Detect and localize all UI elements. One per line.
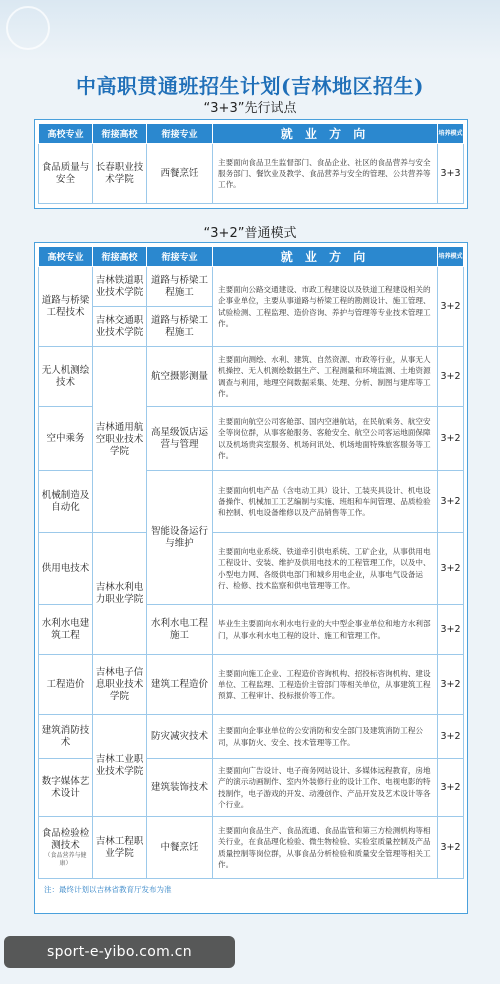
mode-cell: 3+2 (438, 759, 464, 817)
header-band (0, 0, 500, 60)
college-cell: 长春职业技术学院 (93, 144, 147, 204)
linked-major-cell: 西餐烹饪 (147, 144, 213, 204)
linked-major-cell: 道路与桥梁工程施工 (147, 307, 213, 347)
header-college: 衔接高校 (93, 247, 147, 267)
college-cell: 吉林电子信息职业技术学院 (93, 655, 147, 715)
linked-major-cell: 中餐烹饪 (147, 817, 213, 879)
college-cell: 吉林工业职业技术学院 (93, 715, 147, 817)
major-cell: 无人机测绘技术 (39, 347, 93, 407)
header-major: 高校专业 (39, 247, 93, 267)
mode-cell: 3+2 (438, 267, 464, 347)
mode-cell: 3+2 (438, 407, 464, 471)
direction-cell: 主要面向施工企业、工程造价咨询机构、招投标咨询机构、建设单位、工程监理、工程造价主管部门等相关单位，从事建筑工程预算、工程审计、投标报价等工作。 (213, 655, 438, 715)
direction-cell: 主要面向食品卫生监督部门、食品企业、社区的食品营养与安全服务部门、餐饮业及教学、食品营养与安全的管理、公共营养等工作。 (213, 144, 438, 204)
major-cell-note: （食品营养与健康） (44, 851, 87, 867)
table-header-row (39, 124, 464, 144)
major-cell: 食品质量与安全 (39, 144, 93, 204)
mode-cell: 3+2 (438, 533, 464, 605)
major-cell: 空中乘务 (39, 407, 93, 471)
major-cell: 数字媒体艺术设计 (39, 759, 93, 817)
header-mode: 培养模式 (438, 124, 464, 144)
major-cell: 工程造价 (39, 655, 93, 715)
direction-cell: 主要面向机电产品（含电动工具）设计、工装夹具设计、机电设备操作、机械加工工艺编制与实施、班组和车间管理、品质检验和控制、机电设备维修以及产品销售等工作。 (213, 471, 438, 533)
linked-major-cell: 道路与桥梁工程施工 (147, 267, 213, 307)
linked-major-cell: 建筑工程造价 (147, 655, 213, 715)
section2-title: “3+2”普通模式 (203, 226, 297, 241)
major-cell (39, 817, 93, 879)
table-3plus2 (34, 242, 468, 914)
mode-cell: 3+2 (438, 655, 464, 715)
footnote: 注：最终计划以吉林省教育厅发布为准 (44, 885, 172, 894)
table-row (39, 267, 464, 307)
linked-major-cell: 航空摄影测量 (147, 347, 213, 407)
college-cell: 吉林交通职业技术学院 (93, 307, 147, 347)
header-mode: 培养模式 (438, 247, 464, 267)
major-cell: 道路与桥梁工程技术 (39, 267, 93, 347)
mode-cell: 3+2 (438, 715, 464, 759)
watermark-badge: sport-e-yibo.com.cn (4, 936, 235, 968)
college-cell: 吉林通用航空职业技术学院 (93, 347, 147, 533)
page-title: 中高职贯通班招生计划(吉林地区招生) (76, 74, 424, 98)
header-linked-major: 衔接专业 (147, 124, 213, 144)
header-direction: 就 业 方 向 (213, 124, 438, 144)
table-header-row (39, 247, 464, 267)
direction-cell: 主要面向企事业单位的公安消防和安全部门及建筑消防工程公司，从事防火、安全、技术管理等工作。 (213, 715, 438, 759)
header-linked-major: 衔接专业 (147, 247, 213, 267)
major-cell: 机械制造及自动化 (39, 471, 93, 533)
table-row (39, 144, 464, 204)
mode-cell: 3+3 (438, 144, 464, 204)
direction-cell: 主要面向食品生产、食品流通、食品监管和第三方检测机构等相关行业，在食品理化检验、微生物检验、实验室质量控制及产品质量控制等岗位群，从事食品分析检验和质量安全管理等相关工作。 (213, 817, 438, 879)
logo-mark (6, 6, 50, 50)
linked-major-cell: 防灾减灾技术 (147, 715, 213, 759)
linked-major-cell: 高星级饭店运营与管理 (147, 407, 213, 471)
college-cell: 吉林工程职业学院 (93, 817, 147, 879)
major-cell: 建筑消防技术 (39, 715, 93, 759)
table-3plus3 (34, 119, 468, 209)
header-college: 衔接高校 (93, 124, 147, 144)
direction-cell: 主要面向广告设计、电子商务网站设计、多媒体远程教育，房地产的演示动画制作、室内外装修行业的设计工作、电视电影的特技制作，电子游戏的开发、动漫创作、产品开发及艺术设计等各个行业。 (213, 759, 438, 817)
linked-major-cell: 智能设备运行与维护 (147, 471, 213, 605)
direction-cell: 毕业生主要面向水利水电行业的大中型企事业单位和地方水利部门，从事水利水电工程的设计、施工和管理工作。 (213, 605, 438, 655)
section1-title: “3+3”先行试点 (203, 101, 297, 116)
mode-cell: 3+2 (438, 605, 464, 655)
major-cell-label: 食品检验检测技术 (41, 827, 90, 851)
mode-cell: 3+2 (438, 347, 464, 407)
major-cell: 水利水电建筑工程 (39, 605, 93, 655)
table-row (39, 533, 464, 605)
table-row (39, 817, 464, 879)
college-cell: 吉林水利电力职业学院 (93, 533, 147, 655)
direction-cell: 主要面向测绘、水利、建筑、自然资源、市政等行业，从事无人机操控、无人机测绘数据生产、工程测量和环境监测、土地资源调查与利用，地理空间数据采集、处理、分析、制图与建库等工作。 (213, 347, 438, 407)
linked-major-cell: 建筑装饰技术 (147, 759, 213, 817)
direction-cell: 主要面向电业系统、铁道牵引供电系统、工矿企业，从事供用电工程设计、安装、维护及供用电技术的工程管理工作，以及中、小型电力网、各级供电部门和城乡用电企业，从事电气设备运行、检修、技术监察和供电管理等工作。 (213, 533, 438, 605)
table-row (39, 655, 464, 715)
mode-cell: 3+2 (438, 817, 464, 879)
header-major: 高校专业 (39, 124, 93, 144)
major-cell: 供用电技术 (39, 533, 93, 605)
direction-cell: 主要面向公路交通建设、市政工程建设以及铁道工程建设相关的企事业单位，主要从事道路与桥梁工程的勘测设计、施工管理、试验检测、工程监理、造价咨询、养护与管理等专业技术管理工作。 (213, 267, 438, 347)
linked-major-cell: 水利水电工程施工 (147, 605, 213, 655)
header-direction: 就 业 方 向 (213, 247, 438, 267)
direction-cell: 主要面向航空公司客舱部、国内空港航站，在民航乘务、航空安全等岗位群，从事客舱服务、客舱安全、航空公司客运地面保障以及机场贵宾室服务、机场问讯处、机场地面特殊旅客服务等工作。 (213, 407, 438, 471)
table-row (39, 347, 464, 407)
table-row (39, 715, 464, 759)
college-cell: 吉林铁道职业技术学院 (93, 267, 147, 307)
mode-cell: 3+2 (438, 471, 464, 533)
